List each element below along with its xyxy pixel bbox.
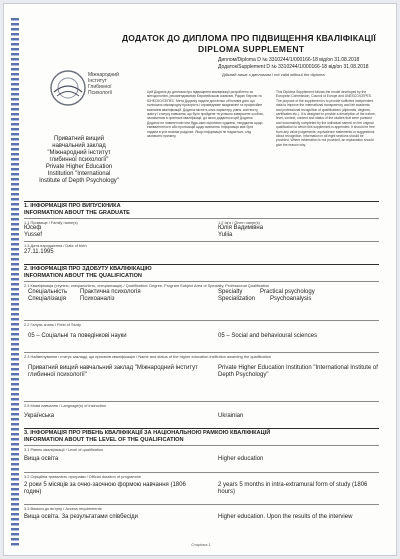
page-number: Сторінка 1 (191, 542, 211, 547)
qualification-label: 2.1 Кваліфікація (ступінь, спеціальність, спеціалізація) / Qualification: Degree, Program Subject Area of Specialty, Professional Qualification (24, 283, 270, 288)
given-name-label: 1.2 Ім'я / Given name(s) (218, 220, 260, 225)
level-uk: Вища освіта (24, 456, 59, 462)
level-en: Higher education (218, 456, 264, 462)
section-divider (24, 281, 379, 282)
section-divider (24, 264, 379, 265)
section2-header-uk: 2. ІНФОРМАЦІЯ ПРО ЗДОБУТУ КВАЛІФІКАЦІЮ (24, 266, 152, 272)
language-label: 2.5 Мова навчання / Language(s) of instruction (24, 403, 107, 408)
section-divider (24, 320, 379, 321)
section1-header-uk: 1. ІНФОРМАЦІЯ ПРО ВИПУСКНИКА (24, 203, 121, 209)
language-uk: Українська (24, 413, 55, 419)
specialization-en-label: Specialization (218, 296, 256, 302)
section-divider (24, 201, 379, 202)
section-divider (24, 241, 379, 242)
section-divider (24, 472, 379, 473)
section-divider (24, 352, 379, 353)
level-label: 3.1 Рівень кваліфікації / Level of qualification (24, 447, 104, 452)
date-of-birth-label: 1.3 Дата народження / Date of birth (24, 243, 87, 248)
duration-en: 2 years 5 months in intra-extramural form of study (1806 hours) (218, 482, 368, 495)
intro-paragraph-en: This Diploma Supplement follows the model developed by the European Commission, Council of Europe and UNESCO/CEPES. The purpose of the supplement is to provide sufficient independent data to improve the international transparency and fair academic and professional recognition of qualifications (diplomas, degrees, certificates etc.). It is designed to provide a description of the nature, level, context, content and status of the studies that were pursued and successfully completed by the individual named on the original qualification to which this supplement is appended. It should be free from any value judgements, equivalence statements or suggestions about recognition. Information in all eight sections should be provided. Where information is not provided, an explanation should give the reason why. (276, 90, 376, 147)
field-of-study-en: 05 – Social and behavioural sciences (218, 333, 318, 339)
document-title-en: DIPLOMA SUPPLEMENT (198, 44, 305, 54)
section3-header-uk: 3. ІНФОРМАЦІЯ ПРО РІВЕНЬ КВАЛІФІКАЦІЇ ЗА НАЦІОНАЛЬНОЮ РАМКОЮ КВАЛІФІКАЦІЙ (24, 430, 271, 436)
duration-uk: 2 роки 5 місяців за очно-заочною формою навчання (1806 годин) (24, 482, 186, 495)
field-of-study-uk: 05 – Соціальні та поведінкові науки (28, 333, 127, 339)
specialization-uk: Психоаналіз (80, 296, 115, 302)
given-name-uk: Юлія Вадимівна (218, 225, 264, 231)
access-requirements-uk: Вища освіта. За результатами співбесіди (24, 514, 139, 520)
specialty-en-label: Specialty (218, 289, 243, 295)
section1-header-en: INFORMATION ABOUT THE GRADUATE (24, 210, 130, 216)
access-requirements-en: Higher education. Upon the results of the interview (218, 514, 353, 520)
access-requirements-label: 3.3 Вимоги до вступу / Access requirements (24, 506, 102, 511)
section2-header-en: INFORMATION ABOUT THE QUALIFICATION (24, 273, 142, 279)
institution-name: Приватний вищий навчальний заклад "Міжнародний інститут глибинної психології" Private Higher Education Institution "International Institute of Depth Psychology" (39, 136, 119, 184)
family-name-label: 1.1 Прізвище / Family name(s) (24, 220, 78, 225)
family-name-uk: Юсеф (24, 225, 42, 231)
logo-caption: Міжнародний Інститут Глибинної Психології (88, 72, 119, 96)
specialty-en: Practical psychology (260, 289, 315, 295)
given-name-en: Yuliia (218, 232, 233, 238)
specialization-en: Psychoanalysis (270, 296, 312, 302)
intro-paragraph-uk: Цей Додаток до диплома про підвищення кваліфікації розроблено за методологією, рекомендованою Європейською комісією, Радою Європи та ЮНЕСКО/СЕПЕС. Мета Додатку надати достатньо об'єктивні дані, що поліпшать міжнародну прозорість і справедливе академічне та професійне визнання кваліфікацій. Додаток містить опис характеру, рівня, контексту, змісту і статусу навчання, що було пройдене та успішно завершене особою, зазначеною в оригіналі кваліфікації, до якого додається цей Додаток. Додаток не повинен містити будь-яких оціночних суджень, тверджень щодо еквівалентності або пропозицій щодо визнання. Інформація має бути надана в усіх восьми розділах. Якщо інформація не надається, слід зазначити причину. (147, 90, 264, 139)
section-divider (24, 504, 379, 505)
section-divider (24, 428, 379, 429)
specialty-uk: Практична психологія (80, 289, 141, 295)
section-divider (24, 218, 379, 219)
awarding-institution-uk: Приватний вищий навчальний заклад "Міжнародний інститут глибинної психології" (28, 365, 198, 378)
diploma-number: Диплом/Diploma D № 3310244/1/000166-18 від/on 31.08.2018 (218, 57, 360, 63)
specialty-uk-label: Спеціальність (28, 289, 68, 295)
decorative-border-strip (11, 18, 19, 546)
institute-logo (48, 68, 88, 108)
section-divider (24, 401, 379, 402)
language-en: Ukrainian (218, 413, 244, 419)
duration-label: 3.2 Офіційна тривалість програми / Official duration of programme (24, 474, 142, 479)
section-divider (24, 445, 379, 446)
family-name-en: Yussef (24, 232, 43, 238)
diploma-supplement-page (3, 3, 397, 556)
awarding-institution-en: Private Higher Education Institution "International Institute of Depth Psychology" (218, 365, 378, 378)
specialization-uk-label: Спеціалізація (28, 296, 66, 302)
section3-header-en: INFORMATION ABOUT THE LEVEL OF THE QUALIFICATION (24, 437, 184, 443)
date-of-birth: 27.11.1995 (24, 249, 54, 255)
awarding-institution-label: 2.3 Найменування і статус закладу, що присвоїв кваліфікацію / Name and status of the higher education institution awarding the qualification (24, 354, 271, 359)
validity-note: Дійсний лише з дипломом / not valid without the diploma (222, 72, 325, 77)
supplement-number: Додаток/Supplement D № 3310244/1/000166-18 від/on 31.08.2018 (218, 64, 369, 70)
document-title-uk: ДОДАТОК ДО ДИПЛОМА ПРО ПІДВИЩЕННЯ КВАЛІФІКАЦІЇ (122, 33, 376, 43)
field-of-study-label: 2.2 Галузь знань / Field of Study (24, 322, 81, 327)
